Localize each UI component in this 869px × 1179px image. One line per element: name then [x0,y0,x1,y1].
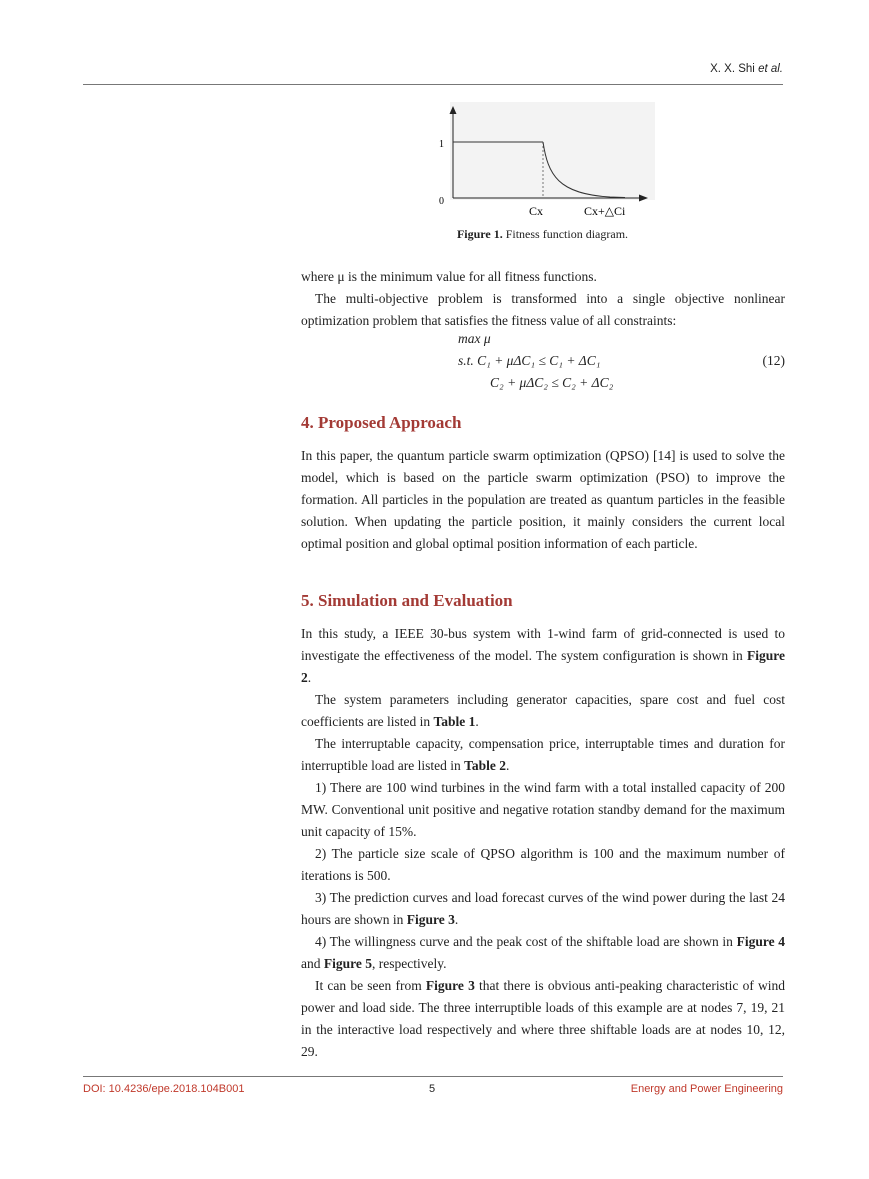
paragraph-system-config: In this study, a IEEE 30-bus system with 1-wind farm of grid-connected is used to investigate the effectiveness of the model. The system configuration is shown in Figure 2. [301,626,785,685]
fitness-function-figure [430,100,658,220]
paragraph-where: where μ is the minimum value for all fitness functions. [301,269,597,284]
y-tick-0: 0 [439,196,444,207]
figure-3-link-2[interactable]: Figure 3 [425,978,475,993]
footer-doi-link[interactable]: DOI: 10.4236/epe.2018.104B001 [83,1083,245,1095]
table-2-link[interactable]: Table 2 [464,758,506,773]
figure-5-link[interactable]: Figure 5 [323,956,372,971]
equation-line-2: s.t. C₁ + μΔC₁ ≤ C₁ + ΔC₁ [458,353,601,368]
text-block-intro [301,266,785,332]
figure-3-link[interactable]: Figure 3 [406,912,455,927]
paragraph-item-1: 1) There are 100 wind turbines in the wind farm with a total installed capacity of 200 MW. Conventional unit positive and negative rotation standby demand for the maximum unit capacity of 15%. [301,780,785,839]
figure-caption-label: Figure 1. [456,227,503,241]
paragraph-item-3: 3) The prediction curves and load forecast curves of the wind power during the last 24 hours are shown in Figure 3. [301,890,785,927]
paragraph-interruptable: The interruptable capacity, compensation price, interruptable times and duration for interruptible load are listed in Table 2. [301,736,785,773]
paragraph-item-4: 4) The willingness curve and the peak cost of the shiftable load are shown in Figure 4 and Figure 5, respectively. [301,934,786,971]
figure-caption [300,227,785,242]
figure-2-link[interactable]: Figure 2 [301,648,785,685]
plot-background [450,102,655,200]
page-number: 5 [429,1083,436,1095]
table-1-link[interactable]: Table 1 [433,714,476,729]
section-5-body [301,623,785,1063]
header-rule [83,84,783,85]
footer-rule [83,1076,783,1077]
y-tick-1: 1 [439,139,444,150]
figure-4-link[interactable]: Figure 4 [736,934,786,949]
equation-line-1: max μ [458,331,491,346]
paragraph-item-2: 2) The particle size scale of QPSO algorithm is 100 and the maximum number of iterations is 500. [301,846,785,883]
footer-journal-link[interactable]: Energy and Power Engineering [630,1083,783,1095]
paragraph-system-parameters: The system parameters including generator capacities, spare cost and fuel cost coefficients are listed in Table 1. [301,692,785,729]
section-4-heading: 4. Proposed Approach [301,413,462,432]
x-label-cx: Cx [529,204,544,218]
section-4-paragraph: In this paper, the quantum particle swarm optimization (QPSO) [14] is used to solve the model, which is based on the particle swarm optimization (PSO) to improve the formation. All particles in the population are treated as quantum particles in the feasible solution. When updating the particle position, it mainly considers the current local optimal position and global optimal position information of each particle. [301,448,785,551]
fitness-function-plot [430,100,658,220]
x-label-cx-plus-delta: Cx+△Ci [584,204,626,218]
equation-line-3: C₂ + μΔC₂ ≤ C₂ + ΔC₂ [490,375,614,390]
running-header-author: X. X. Shi et al. [710,63,783,75]
paragraph-multi-objective: The multi-objective problem is transformed into a single objective nonlinear optimization problem that satisfies the fitness value of all constraints: [301,291,785,328]
section-4-body [301,445,785,555]
section-5-heading: 5. Simulation and Evaluation [301,591,513,610]
paragraph-anti-peaking: It can be seen from Figure 3 that there is obvious anti-peaking characteristic of wind power and load side. The three interruptible loads of this example are at nodes 7, 19, 21 in the interactive load respectively and where three shiftable loads are at nodes 10, 12, 29. [301,978,786,1059]
equation-number: (12) [762,353,785,368]
figure-caption-text: Fitness function diagram. [502,227,629,241]
